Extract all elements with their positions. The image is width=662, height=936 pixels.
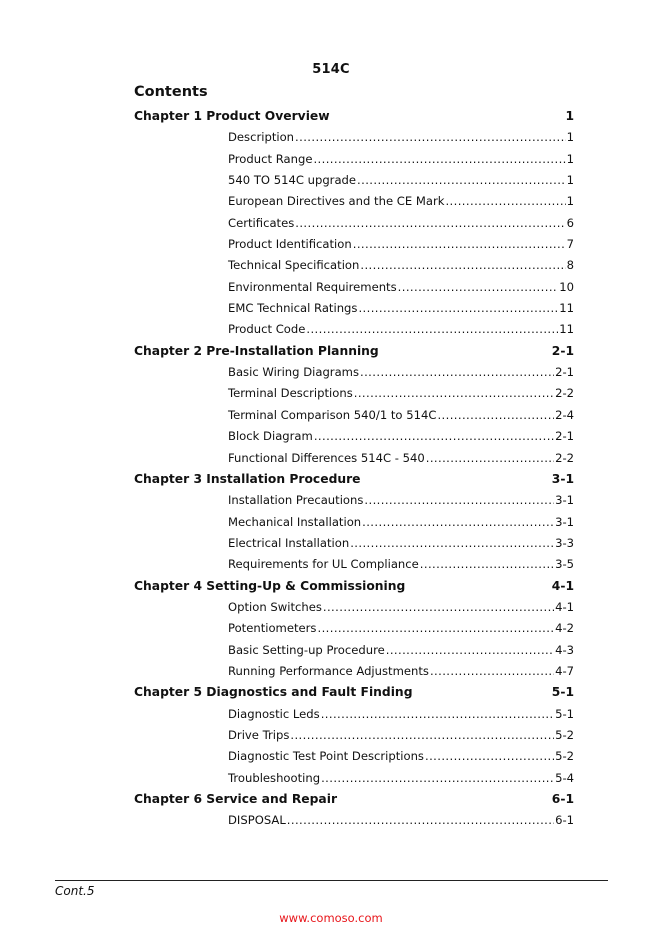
dot-leader (317, 618, 554, 639)
toc-chapter-row[interactable] (134, 469, 574, 490)
entry-title: European Directives and the CE Mark (228, 194, 445, 209)
entry-title: Environmental Requirements (228, 279, 397, 294)
entry-page-number: 2-4 (555, 407, 574, 422)
contents-heading: Contents (134, 84, 208, 100)
entry-page-number: 1 (566, 151, 574, 166)
entry-title: Technical Specification (228, 258, 360, 273)
toc-entry-row[interactable] (134, 191, 574, 212)
entry-title: Functional Differences 514C - 540 (228, 450, 425, 465)
toc-entry-row[interactable] (134, 405, 574, 426)
dot-leader (445, 191, 565, 212)
toc-chapter-row[interactable] (134, 106, 574, 127)
toc-entry-row[interactable] (134, 704, 574, 725)
toc-entry-row[interactable] (134, 277, 574, 298)
toc-chapter-row[interactable] (134, 341, 574, 362)
dot-leader (353, 234, 566, 255)
toc-entry-row[interactable] (134, 661, 574, 682)
entry-page-number: 1 (566, 173, 574, 188)
toc-entry-row[interactable] (134, 810, 574, 831)
dot-leader (323, 597, 554, 618)
chapter-title: Chapter 4 Setting-Up & Commissioning (134, 578, 406, 593)
toc-entry-row[interactable] (134, 234, 574, 255)
entry-page-number: 3-1 (555, 493, 574, 508)
entry-page-number: 3-3 (555, 535, 574, 550)
document-title: 514C (312, 62, 350, 77)
toc-entry-row[interactable] (134, 746, 574, 767)
entry-title: Installation Precautions (228, 493, 364, 508)
toc-entry-row[interactable] (134, 127, 574, 148)
toc-chapter-row[interactable] (134, 789, 574, 810)
dot-leader (350, 533, 554, 554)
entry-page-number: 1 (566, 194, 574, 209)
dot-leader (321, 704, 554, 725)
entry-title: Product Code (228, 322, 306, 337)
toc-entry-row[interactable] (134, 213, 574, 234)
entry-page-number: 4-2 (555, 621, 574, 636)
entry-title: Potentiometers (228, 621, 317, 636)
entry-page-number: 2-2 (555, 450, 574, 465)
dot-leader (287, 810, 554, 831)
entry-page-number: 8 (566, 258, 574, 273)
toc-entry-row[interactable] (134, 383, 574, 404)
chapter-title: Chapter 3 Installation Procedure (134, 471, 361, 486)
toc-entry-row[interactable] (134, 640, 574, 661)
entry-page-number: 11 (559, 322, 574, 337)
toc-entry-row[interactable] (134, 170, 574, 191)
entry-page-number: 2-1 (555, 429, 574, 444)
entry-title: Basic Wiring Diagrams (228, 365, 360, 380)
dot-leader (386, 640, 554, 661)
dot-leader (364, 490, 554, 511)
entry-page-number: 10 (559, 279, 574, 294)
chapter-page-number: 3-1 (551, 471, 574, 486)
dot-leader (425, 746, 554, 767)
entry-title: Option Switches (228, 599, 322, 614)
entry-title: Basic Setting-up Procedure (228, 642, 385, 657)
entry-page-number: 3-5 (555, 557, 574, 572)
entry-title: Diagnostic Leds (228, 706, 320, 721)
entry-title: Terminal Comparison 540/1 to 514C (228, 407, 437, 422)
entry-page-number: 5-2 (555, 727, 574, 742)
toc-entry-row[interactable] (134, 597, 574, 618)
entry-title: Diagnostic Test Point Descriptions (228, 749, 424, 764)
toc-entry-row[interactable] (134, 362, 574, 383)
entry-page-number: 1 (566, 130, 574, 145)
entry-page-number: 6-1 (555, 813, 574, 828)
entry-page-number: 2-2 (555, 386, 574, 401)
toc-entry-row[interactable] (134, 448, 574, 469)
entry-page-number: 3-1 (555, 514, 574, 529)
footer-divider (55, 880, 608, 881)
entry-title: Product Identification (228, 237, 352, 252)
dot-leader (321, 768, 554, 789)
dot-leader (426, 448, 554, 469)
dot-leader (306, 319, 558, 340)
chapter-title: Chapter 5 Diagnostics and Fault Finding (134, 685, 413, 700)
entry-title: Mechanical Installation (228, 514, 362, 529)
entry-title: Electrical Installation (228, 535, 350, 550)
dot-leader (430, 661, 554, 682)
chapter-page-number: 4-1 (551, 578, 574, 593)
entry-page-number: 4-3 (555, 642, 574, 657)
dot-leader (437, 405, 554, 426)
toc-entry-row[interactable] (134, 490, 574, 511)
watermark-url: www.comoso.com (279, 911, 383, 925)
toc-entry-row[interactable] (134, 426, 574, 447)
table-of-contents (134, 106, 574, 832)
toc-entry-row[interactable] (134, 319, 574, 340)
entry-title: Running Performance Adjustments (228, 663, 429, 678)
footer-page-label: Cont.5 (55, 884, 95, 898)
entry-title: Troubleshooting (228, 770, 321, 785)
entry-page-number: 4-7 (555, 663, 574, 678)
entry-title: EMC Technical Ratings (228, 301, 358, 316)
entry-page-number: 5-4 (555, 770, 574, 785)
dot-leader (313, 149, 565, 170)
entry-title: Description (228, 130, 295, 145)
dot-leader (362, 512, 554, 533)
dot-leader (398, 277, 559, 298)
entry-title: Requirements for UL Compliance (228, 557, 419, 572)
toc-chapter-row[interactable] (134, 576, 574, 597)
dot-leader (295, 127, 566, 148)
dot-leader (295, 213, 565, 234)
toc-entry-row[interactable] (134, 768, 574, 789)
toc-entry-row[interactable] (134, 618, 574, 639)
entry-page-number: 11 (559, 301, 574, 316)
toc-entry-row[interactable] (134, 512, 574, 533)
entry-title: DISPOSAL (228, 813, 286, 828)
dot-leader (420, 554, 554, 575)
dot-leader (290, 725, 554, 746)
toc-entry-row[interactable] (134, 149, 574, 170)
dot-leader (357, 170, 566, 191)
entry-title: Product Range (228, 151, 313, 166)
toc-entry-row[interactable] (134, 725, 574, 746)
toc-entry-row[interactable] (134, 298, 574, 319)
entry-page-number: 7 (566, 237, 574, 252)
chapter-page-number: 6-1 (551, 792, 574, 806)
entry-title: Terminal Descriptions (228, 386, 353, 401)
entry-page-number: 5-2 (555, 749, 574, 764)
toc-entry-row[interactable] (134, 533, 574, 554)
chapter-title: Chapter 6 Service and Repair (134, 792, 338, 806)
chapter-page-number: 1 (565, 109, 574, 123)
chapter-page-number: 5-1 (551, 685, 574, 700)
entry-title: 540 TO 514C upgrade (228, 173, 357, 188)
chapter-title: Chapter 1 Product Overview (134, 109, 330, 123)
dot-leader (360, 362, 554, 383)
dot-leader (358, 298, 558, 319)
chapter-page-number: 2-1 (551, 343, 574, 358)
toc-entry-row[interactable] (134, 554, 574, 575)
entry-page-number: 4-1 (555, 599, 574, 614)
entry-title: Drive Trips (228, 727, 290, 742)
entry-title: Block Diagram (228, 429, 313, 444)
entry-page-number: 2-1 (555, 365, 574, 380)
entry-title: Certificates (228, 215, 295, 230)
dot-leader (354, 383, 554, 404)
entry-page-number: 5-1 (555, 706, 574, 721)
toc-entry-row[interactable] (134, 255, 574, 276)
chapter-title: Chapter 2 Pre-Installation Planning (134, 343, 379, 358)
dot-leader (314, 426, 554, 447)
entry-page-number: 6 (566, 215, 574, 230)
toc-chapter-row[interactable] (134, 682, 574, 703)
dot-leader (360, 255, 565, 276)
